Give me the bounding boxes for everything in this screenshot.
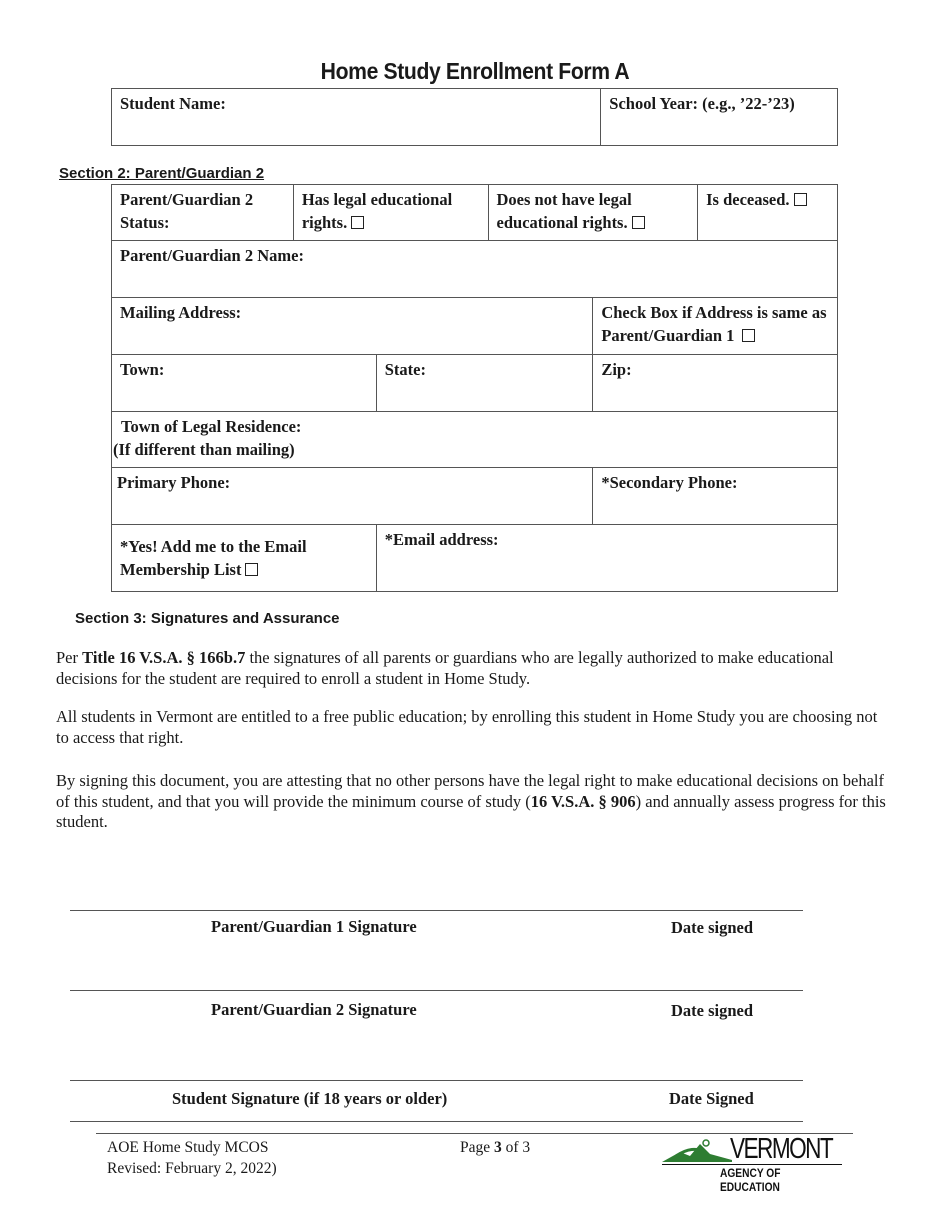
primary-phone-label: Primary Phone: bbox=[117, 473, 231, 492]
student-name-field[interactable] bbox=[112, 89, 601, 146]
page-post: of 3 bbox=[501, 1139, 531, 1156]
no-rights-cell bbox=[488, 185, 698, 241]
footer-left bbox=[107, 1137, 277, 1179]
pg2-name-label: Parent/Guardian 2 Name: bbox=[120, 246, 304, 265]
paragraph-1 bbox=[56, 648, 886, 689]
email-address-field[interactable] bbox=[376, 525, 837, 592]
p1-statute: Title 16 V.S.A. § 166b.7 bbox=[82, 648, 246, 667]
deceased-label: Is deceased. bbox=[706, 190, 790, 209]
status-label: Parent/Guardian 2 Status: bbox=[120, 190, 254, 232]
mailing-address-label: Mailing Address: bbox=[120, 303, 242, 322]
school-year-field[interactable] bbox=[601, 89, 838, 146]
footer-doc-name: AOE Home Study MCOS bbox=[107, 1139, 269, 1156]
same-address-label: Check Box if Address is same as Parent/Guardian 1 bbox=[601, 303, 827, 345]
page-number bbox=[460, 1137, 530, 1158]
logo-sub: AGENCY OF EDUCATION bbox=[720, 1166, 781, 1194]
has-rights-cell bbox=[293, 185, 488, 241]
mountain-icon bbox=[662, 1136, 732, 1166]
pg2-signature-label: Parent/Guardian 2 Signature bbox=[211, 1000, 417, 1019]
status-label-cell bbox=[112, 185, 294, 241]
paragraph-3 bbox=[56, 771, 886, 833]
deceased-checkbox[interactable] bbox=[794, 193, 807, 206]
p3-statute: 16 V.S.A. § 906 bbox=[530, 791, 636, 811]
pg1-signature-label: Parent/Guardian 1 Signature bbox=[211, 917, 417, 936]
page-pre: Page bbox=[460, 1139, 495, 1156]
school-year-label: School Year: (e.g., ’22-’23) bbox=[609, 94, 795, 113]
town-field[interactable] bbox=[112, 355, 377, 412]
p1-text-post: the signatures of all parents or guardians who are legally authorized to make educational decisions for the student are required to enroll a student in Home Study. bbox=[56, 648, 834, 688]
logo-name: VERMONT bbox=[730, 1133, 833, 1165]
footer-revised: Revised: February 2, 2022) bbox=[107, 1160, 277, 1177]
email-list-cell bbox=[112, 525, 377, 592]
student-date-label: Date Signed bbox=[669, 1089, 754, 1108]
email-address-label: *Email address: bbox=[384, 530, 499, 549]
email-list-checkbox[interactable] bbox=[245, 563, 258, 576]
mailing-address-field[interactable] bbox=[112, 298, 593, 355]
same-address-checkbox[interactable] bbox=[742, 329, 755, 342]
same-address-cell bbox=[593, 298, 838, 355]
has-rights-label: Has legal educational rights. bbox=[301, 190, 453, 232]
pg2-signature-line[interactable] bbox=[70, 990, 803, 991]
pg2-date-label: Date signed bbox=[671, 1001, 754, 1020]
student-signature-underline bbox=[70, 1121, 803, 1122]
parent-guardian-2-table bbox=[111, 184, 838, 592]
vermont-logo bbox=[662, 1133, 848, 1194]
legal-residence-note: (If different than mailing) bbox=[113, 440, 295, 459]
logo-underline bbox=[662, 1164, 842, 1165]
town-label: Town: bbox=[120, 360, 165, 379]
primary-phone-field[interactable] bbox=[112, 468, 593, 525]
has-rights-checkbox[interactable] bbox=[351, 216, 364, 229]
zip-label: Zip: bbox=[601, 360, 632, 379]
p3-text-pre: By signing this document, you are attesting that no other persons have the legal right to make educational decisions on behalf of this student, and that you will provide the minimum course of study ( bbox=[56, 771, 885, 811]
pg1-date-label: Date signed bbox=[671, 918, 754, 937]
secondary-phone-label: *Secondary Phone: bbox=[601, 473, 738, 492]
legal-residence-label: Town of Legal Residence: bbox=[121, 417, 302, 436]
state-label: State: bbox=[384, 360, 426, 379]
student-signature-line[interactable] bbox=[70, 1080, 803, 1081]
deceased-cell bbox=[698, 185, 838, 241]
secondary-phone-field[interactable] bbox=[593, 468, 838, 525]
student-signature-label: Student Signature (if 18 years or older) bbox=[172, 1089, 448, 1108]
no-rights-label: Does not have legal educational rights. bbox=[496, 190, 632, 232]
student-info-table bbox=[111, 88, 838, 146]
pg2-name-field[interactable] bbox=[112, 241, 838, 298]
page-current: 3 bbox=[494, 1139, 502, 1156]
section2-heading: Section 2: Parent/Guardian 2 bbox=[59, 165, 265, 182]
pg1-signature-line[interactable] bbox=[70, 910, 803, 911]
p1-text-pre: Per bbox=[56, 648, 83, 667]
zip-field[interactable] bbox=[593, 355, 838, 412]
page-title: Home Study Enrollment Form A bbox=[320, 58, 630, 84]
legal-residence-field[interactable] bbox=[112, 412, 838, 468]
section3-heading: Section 3: Signatures and Assurance bbox=[75, 610, 340, 627]
paragraph-2: All students in Vermont are entitled to a free public education; by enrolling this student in Home Study you are choosing not to access that right. bbox=[56, 707, 878, 747]
p3-text-post: ) and annually assess progress for this student. bbox=[56, 791, 886, 831]
student-name-label: Student Name: bbox=[120, 94, 226, 113]
state-field[interactable] bbox=[376, 355, 593, 412]
no-rights-checkbox[interactable] bbox=[632, 216, 645, 229]
email-list-label: *Yes! Add me to the Email Membership List bbox=[120, 537, 307, 579]
